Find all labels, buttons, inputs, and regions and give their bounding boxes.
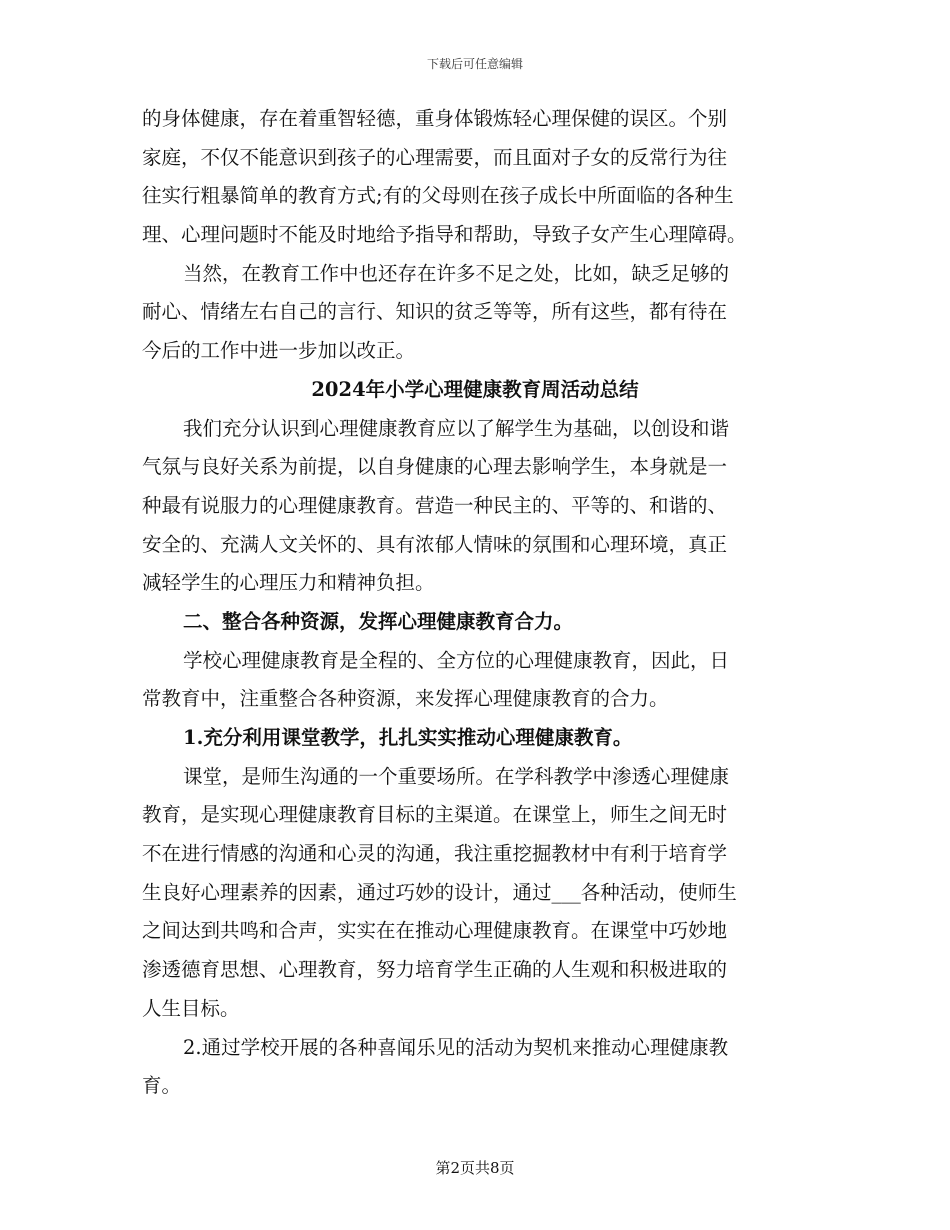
body-line: 生良好心理素养的因素，通过巧妙的设计，通过___各种活动，使师生 (142, 880, 737, 904)
body-line: 人生目标。 (142, 996, 240, 1020)
body-line: 课堂，是师生沟通的一个重要场所。在学科教学中渗透心理健康 (183, 764, 730, 788)
body-line: 的身体健康，存在着重智轻德，重身体锻炼轻心理保健的误区。个别 (142, 107, 728, 130)
body-line: 渗透德育思想、心理教育，努力培育学生正确的人生观和积极进取的 (142, 958, 728, 982)
body-line: 教育，是实现心理健康教育目标的主渠道。在课堂上，师生之间无时 (142, 803, 728, 827)
body-line: 安全的、充满人文关怀的、具有浓郁人情味的氛围和心理环境，真正 (142, 532, 728, 556)
page-footer: 第2页共8页 (435, 1159, 515, 1177)
body-line: 常教育中，注重整合各种资源，来发挥心理健康教育的合力。 (142, 687, 669, 711)
body-line: 家庭，不仅不能意识到孩子的心理需要，而且面对子女的反常行为往 (142, 145, 728, 169)
body-line: 种最有说服力的心理健康教育。营造一种民主的、平等的、和谐的、 (142, 493, 728, 517)
subheading: 1.充分利用课堂教学，扎扎实实推动心理健康教育。 (183, 726, 633, 749)
body-line: 往实行粗暴简单的教育方式;有的父母则在孩子成长中所面临的各种生 (142, 184, 734, 208)
body-line: 2.通过学校开展的各种喜闻乐见的活动为契机来推动心理健康教 (183, 1035, 729, 1059)
body-line: 我们充分认识到心理健康教育应以了解学生为基础，以创设和谐 (183, 416, 730, 440)
body-line: 今后的工作中进一步加以改正。 (142, 339, 416, 363)
page-header: 下载后可任意编辑 (426, 57, 523, 71)
body-line: 学校心理健康教育是全程的、全方位的心理健康教育，因此，日 (183, 648, 730, 672)
body-line: 育。 (142, 1074, 182, 1098)
document-body (142, 100, 808, 1106)
body-line: 耐心、情绪左右自己的言行、知识的贫乏等等，所有这些，都有待在 (142, 300, 728, 324)
body-line: 当然，在教育工作中也还存在许多不足之处，比如，缺乏足够的 (183, 261, 730, 285)
body-line: 之间达到共鸣和合声，实实在在推动心理健康教育。在课堂中巧妙地 (142, 919, 728, 943)
subheading: 二、整合各种资源，发挥心理健康教育合力。 (183, 609, 574, 633)
body-line: 不在进行情感的沟通和心灵的沟通，我注重挖掘教材中有利于培育学 (142, 842, 728, 866)
body-line: 气氛与良好关系为前提，以自身健康的心理去影响学生，本身就是一 (142, 455, 728, 479)
body-line: 理、心理问题时不能及时地给予指导和帮助，导致子女产生心理障碍。 (142, 223, 747, 247)
section-title: 2024年小学心理健康教育周活动总结 (311, 377, 639, 401)
body-line: 减轻学生的心理压力和精神负担。 (142, 571, 435, 595)
